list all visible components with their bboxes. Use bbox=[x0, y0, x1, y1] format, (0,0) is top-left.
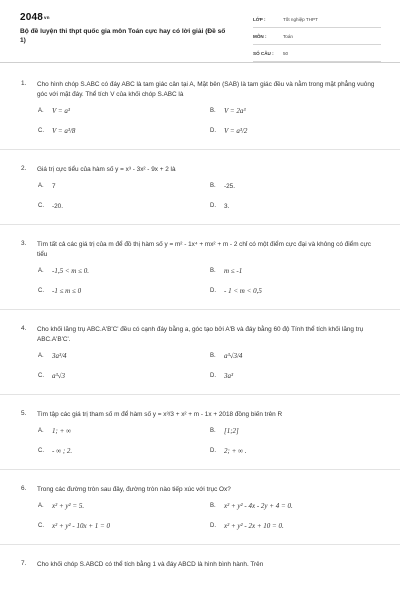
option-label: D. bbox=[210, 203, 216, 209]
answer-option-a[interactable] bbox=[38, 501, 210, 512]
option-text: - ∞ ; 2. bbox=[52, 447, 73, 455]
option-text: -1 ≤ m ≤ 0 bbox=[52, 287, 82, 295]
option-text: 2; + ∞ . bbox=[224, 447, 247, 455]
option-label: B. bbox=[210, 108, 216, 114]
answer-option-b[interactable] bbox=[210, 181, 382, 192]
question-divider bbox=[0, 469, 400, 470]
option-label: C. bbox=[38, 448, 44, 454]
logo-text: 2048 bbox=[20, 12, 44, 23]
question-number: 5. bbox=[21, 410, 27, 417]
answer-option-d[interactable] bbox=[210, 446, 382, 457]
question-2 bbox=[0, 165, 400, 225]
option-text: x² + y² = 5. bbox=[52, 502, 85, 510]
option-text: a³√3 bbox=[52, 372, 65, 380]
answer-option-c[interactable] bbox=[38, 446, 210, 457]
question-5 bbox=[0, 410, 400, 470]
exam-title: Bộ đề luyện thi thpt quốc gia môn Toán cực hay có lời giải (Đề số 1) bbox=[20, 28, 226, 44]
answer-option-b[interactable] bbox=[210, 266, 382, 277]
answer-option-d[interactable] bbox=[210, 286, 382, 297]
option-label: A. bbox=[38, 108, 44, 114]
option-text: x² + y² - 4x - 2y + 4 = 0. bbox=[224, 502, 293, 510]
meta-count-value: 50 bbox=[283, 51, 289, 56]
answer-option-d[interactable] bbox=[210, 201, 382, 212]
option-label: D. bbox=[210, 128, 216, 134]
option-label: B. bbox=[210, 268, 216, 274]
option-label: C. bbox=[38, 523, 44, 529]
answer-option-c[interactable] bbox=[38, 286, 210, 297]
option-text: m ≤ -1 bbox=[224, 267, 243, 275]
option-text: V = a³/2 bbox=[224, 127, 248, 135]
answer-option-c[interactable] bbox=[38, 371, 210, 382]
question-divider bbox=[0, 309, 400, 310]
answer-options bbox=[38, 266, 400, 297]
option-label: C. bbox=[38, 128, 44, 134]
question-number: 6. bbox=[21, 485, 27, 492]
option-text: -20. bbox=[52, 203, 64, 210]
option-label: C. bbox=[38, 203, 44, 209]
option-text: V = 2a³ bbox=[224, 107, 246, 115]
question-text: Cho khối lăng trụ ABC.A'B'C' đều có cạnh đáy bằng a, góc tạo bởi A'B và đáy bằng 60 độ Tính thể tích khối lăng trụ ABC.A'B'C'. bbox=[37, 326, 364, 343]
option-label: D. bbox=[210, 523, 216, 529]
answer-option-d[interactable] bbox=[210, 521, 382, 532]
meta-count bbox=[253, 49, 381, 62]
answer-option-a[interactable] bbox=[38, 351, 210, 362]
question-list bbox=[0, 80, 400, 585]
question-divider bbox=[0, 544, 400, 545]
meta-subject-value: Toán bbox=[283, 34, 293, 39]
option-text: a³√3/4 bbox=[224, 352, 243, 360]
question-6 bbox=[0, 485, 400, 545]
option-label: A. bbox=[38, 428, 44, 434]
answer-option-c[interactable] bbox=[38, 201, 210, 212]
option-text: - 1 < m < 0,5 bbox=[224, 287, 262, 295]
question-text: Cho hình chóp S.ABC có đáy ABC là tam giác cân tại A, Mặt bên (SAB) là tam giác đều và nằm trong mặt phẳng vuông góc với mặt đáy. Thể tích V của khối chóp S.ABC là bbox=[37, 81, 375, 98]
option-text: 3a³ bbox=[224, 372, 234, 380]
option-label: D. bbox=[210, 448, 216, 454]
question-1 bbox=[0, 80, 400, 150]
option-text: x² + y² - 10x + 1 = 0 bbox=[52, 522, 111, 530]
answer-option-b[interactable] bbox=[210, 426, 382, 437]
question-7 bbox=[0, 560, 400, 570]
option-label: B. bbox=[210, 503, 216, 509]
option-label: C. bbox=[38, 373, 44, 379]
question-text: Tìm tập các giá trị tham số m để hàm số y = x³/3 + x² + m - 1x + 2018 đồng biến trên R bbox=[37, 411, 283, 418]
question-number: 1. bbox=[21, 80, 27, 87]
site-logo[interactable] bbox=[20, 12, 50, 23]
page-header bbox=[0, 0, 400, 62]
option-text: [1;2] bbox=[224, 427, 239, 435]
question-number: 3. bbox=[21, 240, 27, 247]
meta-count-label: SỐ CÂU : bbox=[253, 51, 274, 56]
option-label: B. bbox=[210, 183, 216, 189]
meta-class bbox=[253, 15, 381, 28]
answer-options bbox=[38, 501, 400, 532]
meta-class-value: Tốt nghiệp THPT bbox=[283, 17, 318, 22]
meta-class-label: LỚP : bbox=[253, 17, 266, 22]
question-number: 7. bbox=[21, 560, 27, 567]
answer-option-c[interactable] bbox=[38, 521, 210, 532]
answer-options bbox=[38, 181, 400, 212]
option-text: V = a³/8 bbox=[52, 127, 76, 135]
answer-option-d[interactable] bbox=[210, 126, 382, 137]
answer-option-a[interactable] bbox=[38, 426, 210, 437]
option-text: -1,5 < m ≤ 0. bbox=[52, 267, 89, 275]
option-label: A. bbox=[38, 183, 44, 189]
question-number: 2. bbox=[21, 165, 27, 172]
option-text: V = a³ bbox=[52, 107, 70, 115]
option-text: x² + y² - 2x + 10 = 0. bbox=[224, 522, 284, 530]
exam-meta bbox=[253, 15, 381, 66]
answer-option-c[interactable] bbox=[38, 126, 210, 137]
question-text: Cho khối chóp S.ABCD có thể tích bằng 1 và đáy ABCD là hình bình hành. Trên bbox=[37, 561, 264, 568]
question-text: Trong các đường tròn sau đây, đường tròn nào tiếp xúc với trục Ox? bbox=[37, 486, 231, 493]
question-number: 4. bbox=[21, 325, 27, 332]
option-label: A. bbox=[38, 268, 44, 274]
question-divider bbox=[0, 149, 400, 150]
option-label: B. bbox=[210, 353, 216, 359]
answer-option-b[interactable] bbox=[210, 501, 382, 512]
answer-option-a[interactable] bbox=[38, 106, 210, 117]
option-text: 7 bbox=[52, 183, 56, 190]
answer-option-b[interactable] bbox=[210, 106, 382, 117]
answer-option-a[interactable] bbox=[38, 181, 210, 192]
option-label: A. bbox=[38, 503, 44, 509]
question-divider bbox=[0, 394, 400, 395]
question-text: Giá trị cực tiểu của hàm số y = x³ - 3x² - 9x + 2 là bbox=[37, 166, 176, 173]
question-3 bbox=[0, 240, 400, 310]
option-text: 3a³/4 bbox=[52, 352, 67, 360]
option-label: B. bbox=[210, 428, 216, 434]
option-text: -25. bbox=[224, 183, 236, 190]
logo-suffix: vn bbox=[44, 14, 50, 20]
option-text: 3. bbox=[224, 203, 230, 210]
answer-option-d[interactable] bbox=[210, 371, 382, 382]
answer-options bbox=[38, 106, 400, 137]
answer-options bbox=[38, 426, 400, 457]
meta-subject bbox=[253, 32, 381, 45]
option-label: D. bbox=[210, 373, 216, 379]
option-label: C. bbox=[38, 288, 44, 294]
option-text: 1; + ∞ bbox=[52, 427, 72, 435]
question-divider bbox=[0, 224, 400, 225]
option-label: D. bbox=[210, 288, 216, 294]
question-text: Tìm tất cả các giá trị của m để đồ thị hàm số y = m² - 1x⁴ + mx² + m - 2 chỉ có một điểm cực đại và không có điểm cực tiểu bbox=[37, 241, 371, 258]
answer-options bbox=[38, 351, 400, 382]
header-divider bbox=[0, 62, 400, 63]
answer-option-b[interactable] bbox=[210, 351, 382, 362]
answer-option-a[interactable] bbox=[38, 266, 210, 277]
option-label: A. bbox=[38, 353, 44, 359]
question-4 bbox=[0, 325, 400, 395]
meta-subject-label: MÔN : bbox=[253, 34, 267, 39]
